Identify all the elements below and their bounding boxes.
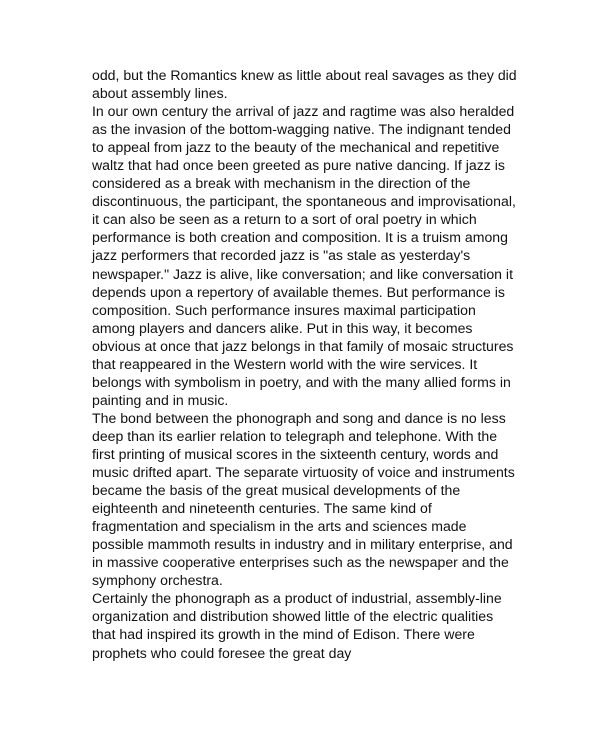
text-line: about assembly lines. xyxy=(92,85,228,102)
text-line: fragmentation and specialism in the arts and sciences made xyxy=(92,518,467,535)
text-line: waltz that had once been greeted as pure native dancing. If jazz is xyxy=(92,157,505,174)
text-line: depends upon a repertory of available themes. But performance is xyxy=(92,283,505,300)
text-line: composition. Such performance insures maximal participation xyxy=(92,301,476,318)
text-line: considered as a break with mechanism in the direction of the xyxy=(92,175,471,192)
text-line: it can also be seen as a return to a sort of oral poetry in which xyxy=(92,211,477,228)
text-line: jazz performers that recorded jazz is "as stale as yesterday's xyxy=(92,247,471,264)
text-line: organization and distribution showed little of the electric qualities xyxy=(92,608,494,625)
text-line: discontinuous, the participant, the spontaneous and improvisational, xyxy=(92,193,516,210)
text-line: that reappeared in the Western world with the wire services. It xyxy=(92,355,478,372)
text-line: possible mammoth results in industry and in military enterprise, and xyxy=(92,536,513,553)
body-text xyxy=(92,66,517,662)
text-line: belongs with symbolism in poetry, and with the many allied forms in xyxy=(92,373,511,390)
text-line: symphony orchestra. xyxy=(92,572,223,589)
text-line: eighteenth and nineteenth centuries. The same kind of xyxy=(92,500,432,517)
text-line: obvious at once that jazz belongs in that family of mosaic structures xyxy=(92,337,514,354)
text-line: newspaper." Jazz is alive, like conversation; and like conversation it xyxy=(92,265,513,282)
text-line: as the invasion of the bottom-wagging native. The indignant tended xyxy=(92,121,511,138)
text-line: prophets who could foresee the great day xyxy=(92,644,352,661)
text-line: painting and in music. xyxy=(92,391,229,408)
text-line: Certainly the phonograph as a product of industrial, assembly-line xyxy=(92,590,502,607)
text-line: became the basis of the great musical developments of the xyxy=(92,482,461,499)
text-line: In our own century the arrival of jazz and ragtime was also heralded xyxy=(92,103,515,120)
text-line: that had inspired its growth in the mind of Edison. There were xyxy=(92,626,475,643)
text-line: The bond between the phonograph and song and dance is no less xyxy=(92,409,506,426)
text-line: deep than its earlier relation to telegraph and telephone. With the xyxy=(92,427,498,444)
text-line: to appeal from jazz to the beauty of the mechanical and repetitive xyxy=(92,139,500,156)
text-line: odd, but the Romantics knew as little about real savages as they did xyxy=(92,67,517,83)
text-line: performance is both creation and composition. It is a truism among xyxy=(92,229,508,246)
text-line: in massive cooperative enterprises such as the newspaper and the xyxy=(92,554,509,571)
text-line: among players and dancers alike. Put in this way, it becomes xyxy=(92,319,473,336)
text-line: first printing of musical scores in the sixteenth century, words and xyxy=(92,445,499,462)
text-line: music drifted apart. The separate virtuosity of voice and instruments xyxy=(92,464,515,481)
